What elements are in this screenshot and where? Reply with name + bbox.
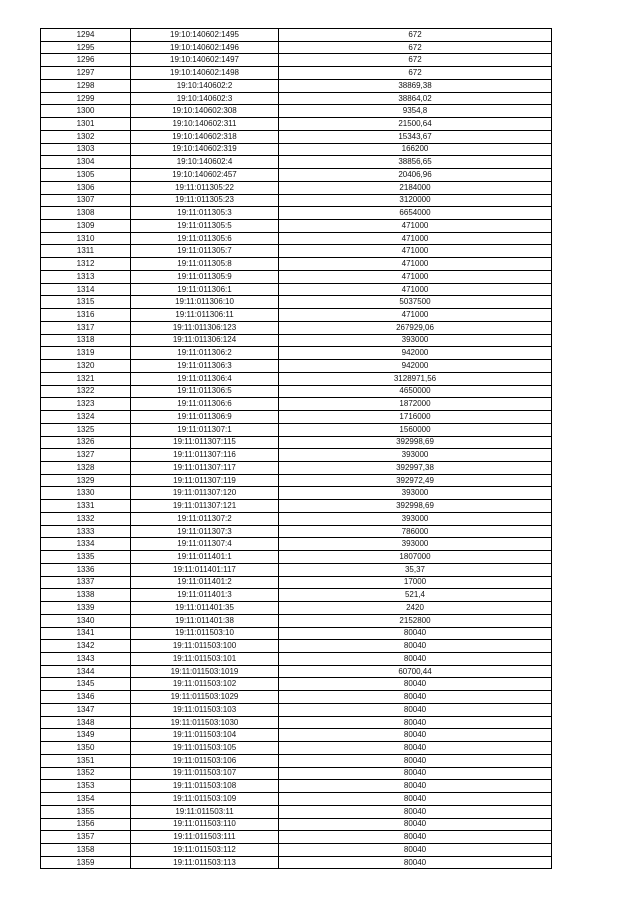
cadastral-number-cell: 19:11:011307:3 — [131, 525, 279, 538]
value-cell: 15343,67 — [279, 130, 552, 143]
cadastral-number-cell: 19:11:011307:1 — [131, 423, 279, 436]
value-cell: 393000 — [279, 487, 552, 500]
table-row — [41, 283, 552, 296]
table-row — [41, 640, 552, 653]
row-number-cell: 1351 — [41, 754, 131, 767]
table-row — [41, 79, 552, 92]
row-number-cell: 1345 — [41, 678, 131, 691]
table-row — [41, 385, 552, 398]
row-number-cell: 1325 — [41, 423, 131, 436]
row-number-cell: 1336 — [41, 563, 131, 576]
cadastral-number-cell: 19:10:140602:1498 — [131, 67, 279, 80]
table-row — [41, 780, 552, 793]
table-row — [41, 589, 552, 602]
cadastral-number-cell: 19:10:140602:1495 — [131, 29, 279, 42]
value-cell: 80040 — [279, 780, 552, 793]
row-number-cell: 1330 — [41, 487, 131, 500]
cadastral-number-cell: 19:11:011503:103 — [131, 703, 279, 716]
cadastral-number-cell: 19:11:011401:38 — [131, 614, 279, 627]
value-cell: 471000 — [279, 258, 552, 271]
cadastral-number-cell: 19:11:011307:117 — [131, 461, 279, 474]
value-cell: 5037500 — [279, 296, 552, 309]
row-number-cell: 1350 — [41, 742, 131, 755]
row-number-cell: 1327 — [41, 449, 131, 462]
row-number-cell: 1313 — [41, 270, 131, 283]
cadastral-number-cell: 19:10:140602:311 — [131, 118, 279, 131]
cadastral-number-cell: 19:11:011307:2 — [131, 512, 279, 525]
row-number-cell: 1307 — [41, 194, 131, 207]
value-cell: 166200 — [279, 143, 552, 156]
row-number-cell: 1328 — [41, 461, 131, 474]
table-body — [41, 29, 552, 869]
value-cell: 80040 — [279, 627, 552, 640]
value-cell: 3120000 — [279, 194, 552, 207]
row-number-cell: 1339 — [41, 602, 131, 615]
cadastral-number-cell: 19:10:140602:318 — [131, 130, 279, 143]
table-row — [41, 334, 552, 347]
value-cell: 471000 — [279, 220, 552, 233]
value-cell: 80040 — [279, 805, 552, 818]
value-cell: 2184000 — [279, 181, 552, 194]
value-cell: 21500,64 — [279, 118, 552, 131]
value-cell: 672 — [279, 67, 552, 80]
row-number-cell: 1311 — [41, 245, 131, 258]
value-cell: 471000 — [279, 270, 552, 283]
value-cell: 393000 — [279, 512, 552, 525]
table-row — [41, 793, 552, 806]
value-cell: 471000 — [279, 283, 552, 296]
table-row — [41, 856, 552, 869]
table-row — [41, 729, 552, 742]
table-row — [41, 360, 552, 373]
cadastral-number-cell: 19:11:011305:8 — [131, 258, 279, 271]
value-cell: 2420 — [279, 602, 552, 615]
table-row — [41, 831, 552, 844]
row-number-cell: 1353 — [41, 780, 131, 793]
cadastral-number-cell: 19:11:011503:111 — [131, 831, 279, 844]
table-row — [41, 321, 552, 334]
row-number-cell: 1340 — [41, 614, 131, 627]
cadastral-number-cell: 19:11:011305:5 — [131, 220, 279, 233]
cadastral-number-cell: 19:11:011307:121 — [131, 500, 279, 513]
row-number-cell: 1329 — [41, 474, 131, 487]
row-number-cell: 1302 — [41, 130, 131, 143]
table-row — [41, 67, 552, 80]
row-number-cell: 1326 — [41, 436, 131, 449]
value-cell: 672 — [279, 54, 552, 67]
table-row — [41, 54, 552, 67]
row-number-cell: 1305 — [41, 169, 131, 182]
row-number-cell: 1295 — [41, 41, 131, 54]
cadastral-number-cell: 19:10:140602:2 — [131, 79, 279, 92]
table-row — [41, 805, 552, 818]
table-row — [41, 105, 552, 118]
row-number-cell: 1354 — [41, 793, 131, 806]
cadastral-number-cell: 19:11:011503:113 — [131, 856, 279, 869]
cadastral-number-cell: 19:11:011503:101 — [131, 652, 279, 665]
row-number-cell: 1316 — [41, 309, 131, 322]
cadastral-number-cell: 19:11:011306:11 — [131, 309, 279, 322]
value-cell: 1560000 — [279, 423, 552, 436]
value-cell: 392998,69 — [279, 436, 552, 449]
value-cell: 392998,69 — [279, 500, 552, 513]
cadastral-number-cell: 19:11:011503:106 — [131, 754, 279, 767]
row-number-cell: 1319 — [41, 347, 131, 360]
row-number-cell: 1342 — [41, 640, 131, 653]
value-cell: 80040 — [279, 640, 552, 653]
table-row — [41, 818, 552, 831]
value-cell: 80040 — [279, 703, 552, 716]
value-cell: 3128971,56 — [279, 372, 552, 385]
table-row — [41, 194, 552, 207]
row-number-cell: 1303 — [41, 143, 131, 156]
table-row — [41, 29, 552, 42]
row-number-cell: 1335 — [41, 551, 131, 564]
row-number-cell: 1300 — [41, 105, 131, 118]
table-row — [41, 296, 552, 309]
cadastral-number-cell: 19:11:011503:11 — [131, 805, 279, 818]
table-row — [41, 181, 552, 194]
cadastral-number-cell: 19:10:140602:1496 — [131, 41, 279, 54]
row-number-cell: 1358 — [41, 844, 131, 857]
value-cell: 80040 — [279, 793, 552, 806]
cadastral-number-cell: 19:11:011401:3 — [131, 589, 279, 602]
row-number-cell: 1357 — [41, 831, 131, 844]
value-cell: 392997,38 — [279, 461, 552, 474]
row-number-cell: 1322 — [41, 385, 131, 398]
row-number-cell: 1308 — [41, 207, 131, 220]
value-cell: 942000 — [279, 360, 552, 373]
cadastral-number-cell: 19:11:011305:7 — [131, 245, 279, 258]
table-row — [41, 258, 552, 271]
table-row — [41, 436, 552, 449]
row-number-cell: 1315 — [41, 296, 131, 309]
table-row — [41, 232, 552, 245]
cadastral-number-cell: 19:11:011306:1 — [131, 283, 279, 296]
row-number-cell: 1341 — [41, 627, 131, 640]
cadastral-number-cell: 19:11:011305:22 — [131, 181, 279, 194]
value-cell: 35,37 — [279, 563, 552, 576]
table-row — [41, 309, 552, 322]
row-number-cell: 1359 — [41, 856, 131, 869]
cadastral-number-cell: 19:11:011503:102 — [131, 678, 279, 691]
value-cell: 38869,38 — [279, 79, 552, 92]
cadastral-number-cell: 19:11:011307:119 — [131, 474, 279, 487]
row-number-cell: 1297 — [41, 67, 131, 80]
table-row — [41, 118, 552, 131]
cadastral-number-cell: 19:11:011503:100 — [131, 640, 279, 653]
cadastral-number-cell: 19:11:011503:107 — [131, 767, 279, 780]
cadastral-number-cell: 19:11:011503:1029 — [131, 691, 279, 704]
table-row — [41, 398, 552, 411]
cadastral-number-cell: 19:11:011305:6 — [131, 232, 279, 245]
value-cell: 672 — [279, 29, 552, 42]
table-row — [41, 754, 552, 767]
cadastral-number-cell: 19:10:140602:457 — [131, 169, 279, 182]
value-cell: 942000 — [279, 347, 552, 360]
row-number-cell: 1334 — [41, 538, 131, 551]
cadastral-number-cell: 19:11:011503:1030 — [131, 716, 279, 729]
table-row — [41, 474, 552, 487]
value-cell: 471000 — [279, 245, 552, 258]
table-row — [41, 691, 552, 704]
value-cell: 80040 — [279, 818, 552, 831]
cadastral-number-cell: 19:11:011305:9 — [131, 270, 279, 283]
row-number-cell: 1312 — [41, 258, 131, 271]
row-number-cell: 1346 — [41, 691, 131, 704]
row-number-cell: 1321 — [41, 372, 131, 385]
cadastral-number-cell: 19:10:140602:319 — [131, 143, 279, 156]
row-number-cell: 1331 — [41, 500, 131, 513]
value-cell: 9354,8 — [279, 105, 552, 118]
table-row — [41, 678, 552, 691]
row-number-cell: 1356 — [41, 818, 131, 831]
cadastral-number-cell: 19:11:011306:5 — [131, 385, 279, 398]
row-number-cell: 1309 — [41, 220, 131, 233]
cadastral-number-cell: 19:11:011305:3 — [131, 207, 279, 220]
cadastral-number-cell: 19:11:011401:35 — [131, 602, 279, 615]
row-number-cell: 1352 — [41, 767, 131, 780]
row-number-cell: 1306 — [41, 181, 131, 194]
row-number-cell: 1298 — [41, 79, 131, 92]
cadastral-number-cell: 19:11:011503:1019 — [131, 665, 279, 678]
table-row — [41, 220, 552, 233]
cadastral-number-cell: 19:11:011307:120 — [131, 487, 279, 500]
cadastral-number-cell: 19:10:140602:4 — [131, 156, 279, 169]
value-cell: 80040 — [279, 742, 552, 755]
value-cell: 20406,96 — [279, 169, 552, 182]
row-number-cell: 1314 — [41, 283, 131, 296]
cadastral-number-cell: 19:11:011306:2 — [131, 347, 279, 360]
value-cell: 80040 — [279, 856, 552, 869]
row-number-cell: 1299 — [41, 92, 131, 105]
table-row — [41, 372, 552, 385]
table-row — [41, 423, 552, 436]
table-row — [41, 92, 552, 105]
table-row — [41, 576, 552, 589]
value-cell: 80040 — [279, 754, 552, 767]
cadastral-number-cell: 19:11:011503:10 — [131, 627, 279, 640]
row-number-cell: 1310 — [41, 232, 131, 245]
row-number-cell: 1333 — [41, 525, 131, 538]
value-cell: 471000 — [279, 232, 552, 245]
cadastral-number-cell: 19:11:011306:4 — [131, 372, 279, 385]
value-cell: 267929,06 — [279, 321, 552, 334]
table-row — [41, 652, 552, 665]
row-number-cell: 1355 — [41, 805, 131, 818]
value-cell: 80040 — [279, 831, 552, 844]
cadastral-number-cell: 19:11:011306:6 — [131, 398, 279, 411]
cadastral-number-cell: 19:11:011305:23 — [131, 194, 279, 207]
cadastral-number-cell: 19:10:140602:1497 — [131, 54, 279, 67]
table-row — [41, 538, 552, 551]
row-number-cell: 1348 — [41, 716, 131, 729]
cadastral-number-cell: 19:11:011307:116 — [131, 449, 279, 462]
value-cell: 80040 — [279, 844, 552, 857]
table-row — [41, 525, 552, 538]
cadastral-number-cell: 19:11:011401:117 — [131, 563, 279, 576]
row-number-cell: 1318 — [41, 334, 131, 347]
table-row — [41, 844, 552, 857]
value-cell: 80040 — [279, 716, 552, 729]
table-row — [41, 627, 552, 640]
table-row — [41, 461, 552, 474]
cadastral-number-cell: 19:11:011307:115 — [131, 436, 279, 449]
table-row — [41, 156, 552, 169]
table-row — [41, 130, 552, 143]
value-cell: 38856,65 — [279, 156, 552, 169]
cadastral-number-cell: 19:11:011401:1 — [131, 551, 279, 564]
value-cell: 393000 — [279, 449, 552, 462]
table-row — [41, 449, 552, 462]
cadastral-number-cell: 19:11:011503:112 — [131, 844, 279, 857]
cadastral-number-cell: 19:11:011306:124 — [131, 334, 279, 347]
value-cell: 6654000 — [279, 207, 552, 220]
row-number-cell: 1317 — [41, 321, 131, 334]
row-number-cell: 1347 — [41, 703, 131, 716]
value-cell: 1716000 — [279, 411, 552, 424]
cadastral-number-cell: 19:10:140602:308 — [131, 105, 279, 118]
row-number-cell: 1301 — [41, 118, 131, 131]
value-cell: 80040 — [279, 729, 552, 742]
row-number-cell: 1324 — [41, 411, 131, 424]
cadastral-number-cell: 19:11:011306:123 — [131, 321, 279, 334]
table-row — [41, 512, 552, 525]
cadastral-number-cell: 19:11:011307:4 — [131, 538, 279, 551]
cadastral-number-cell: 19:11:011401:2 — [131, 576, 279, 589]
value-cell: 392972,49 — [279, 474, 552, 487]
value-cell: 1872000 — [279, 398, 552, 411]
table-row — [41, 143, 552, 156]
table-row — [41, 411, 552, 424]
cadastral-number-cell: 19:11:011503:109 — [131, 793, 279, 806]
value-cell: 786000 — [279, 525, 552, 538]
cadastral-number-cell: 19:11:011503:110 — [131, 818, 279, 831]
value-cell: 60700,44 — [279, 665, 552, 678]
value-cell: 80040 — [279, 691, 552, 704]
row-number-cell: 1338 — [41, 589, 131, 602]
table-row — [41, 245, 552, 258]
cadastral-number-cell: 19:11:011306:9 — [131, 411, 279, 424]
value-cell: 393000 — [279, 334, 552, 347]
value-cell: 4650000 — [279, 385, 552, 398]
row-number-cell: 1332 — [41, 512, 131, 525]
row-number-cell: 1337 — [41, 576, 131, 589]
value-cell: 393000 — [279, 538, 552, 551]
table-row — [41, 169, 552, 182]
row-number-cell: 1323 — [41, 398, 131, 411]
value-cell: 471000 — [279, 309, 552, 322]
row-number-cell: 1344 — [41, 665, 131, 678]
table-row — [41, 742, 552, 755]
table-row — [41, 347, 552, 360]
row-number-cell: 1320 — [41, 360, 131, 373]
value-cell: 80040 — [279, 678, 552, 691]
value-cell: 17000 — [279, 576, 552, 589]
cadastral-number-cell: 19:10:140602:3 — [131, 92, 279, 105]
row-number-cell: 1296 — [41, 54, 131, 67]
table-row — [41, 270, 552, 283]
table-row — [41, 563, 552, 576]
cadastral-number-cell: 19:11:011503:108 — [131, 780, 279, 793]
table-row — [41, 716, 552, 729]
cadastral-number-cell: 19:11:011503:104 — [131, 729, 279, 742]
cadastral-number-cell: 19:11:011306:3 — [131, 360, 279, 373]
table-row — [41, 207, 552, 220]
table-row — [41, 665, 552, 678]
data-table — [40, 28, 552, 869]
value-cell: 80040 — [279, 652, 552, 665]
value-cell: 38864,02 — [279, 92, 552, 105]
value-cell: 1807000 — [279, 551, 552, 564]
table-row — [41, 767, 552, 780]
table-row — [41, 487, 552, 500]
table-row — [41, 500, 552, 513]
value-cell: 521,4 — [279, 589, 552, 602]
cadastral-number-cell: 19:11:011306:10 — [131, 296, 279, 309]
table-row — [41, 602, 552, 615]
table-row — [41, 41, 552, 54]
table-row — [41, 614, 552, 627]
row-number-cell: 1294 — [41, 29, 131, 42]
value-cell: 2152800 — [279, 614, 552, 627]
row-number-cell: 1304 — [41, 156, 131, 169]
row-number-cell: 1343 — [41, 652, 131, 665]
table-row — [41, 551, 552, 564]
cadastral-number-cell: 19:11:011503:105 — [131, 742, 279, 755]
row-number-cell: 1349 — [41, 729, 131, 742]
value-cell: 80040 — [279, 767, 552, 780]
table-row — [41, 703, 552, 716]
value-cell: 672 — [279, 41, 552, 54]
